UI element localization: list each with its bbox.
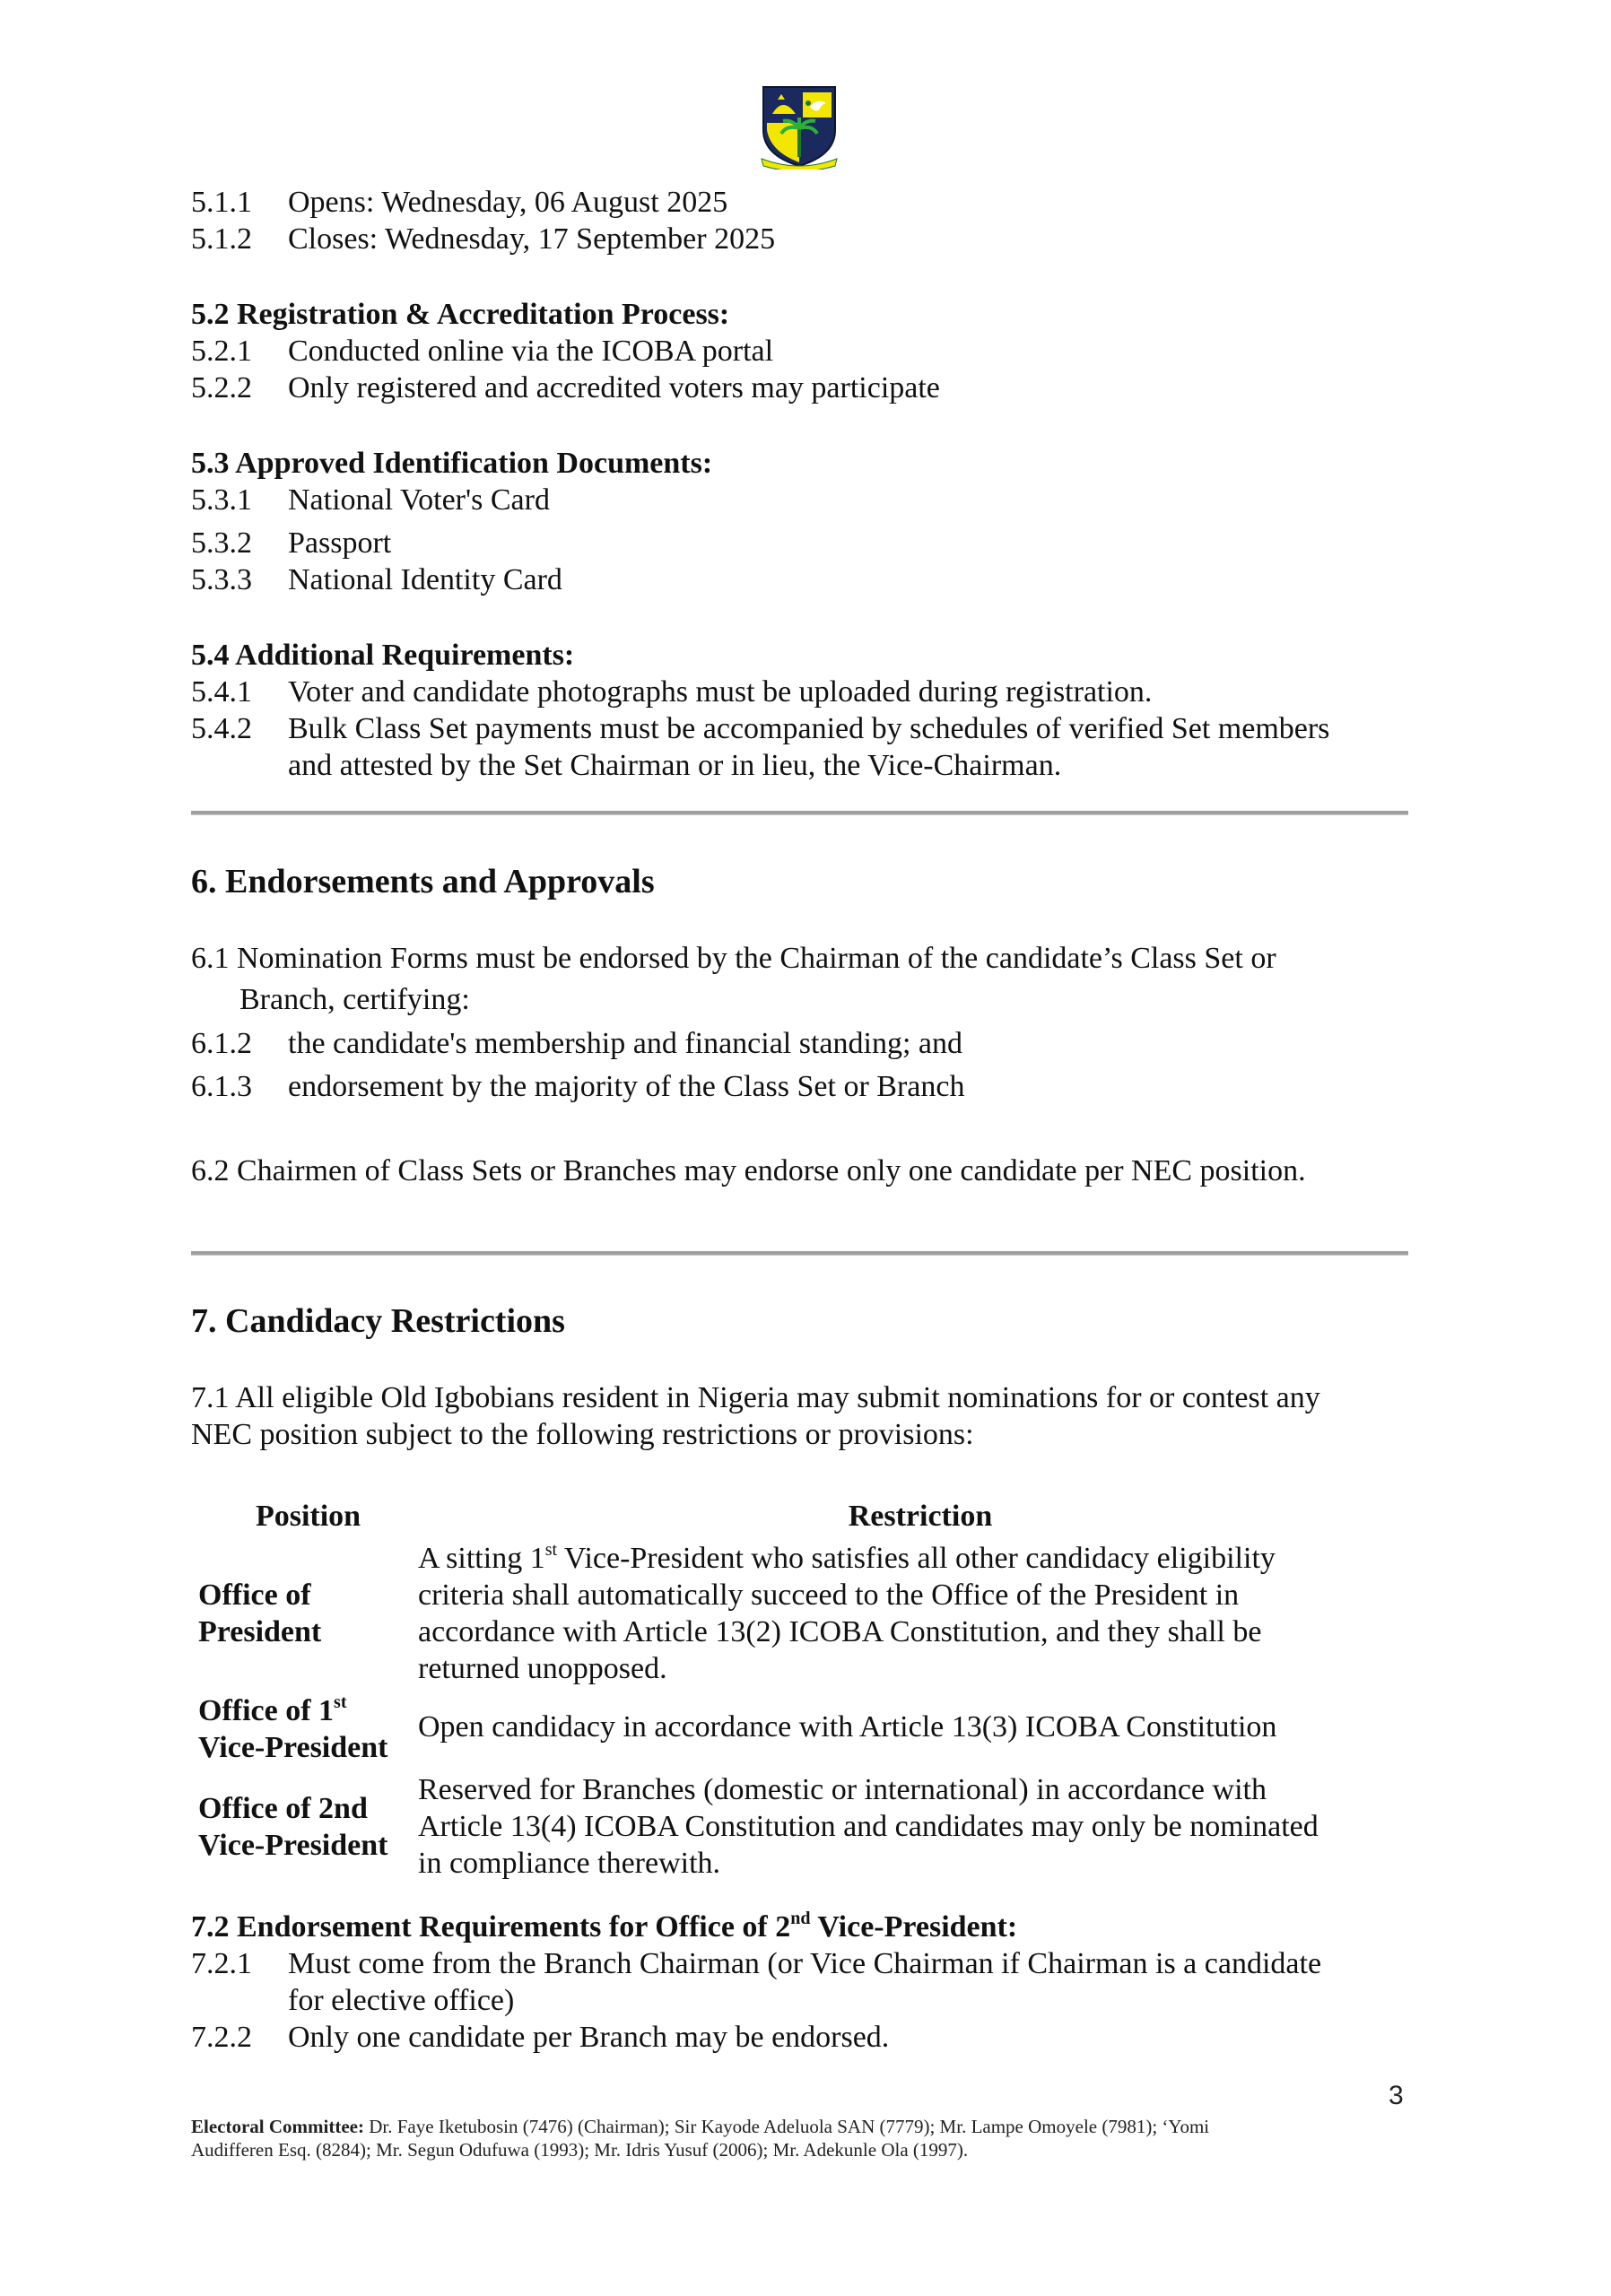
item-number: 5.1.2 xyxy=(191,222,252,256)
paragraph-6-2: 6.2 Chairmen of Class Sets or Branches may endorse only one candidate per NEC position. xyxy=(191,1154,1306,1187)
item-text: Must come from the Branch Chairman (or Vice Chairman if Chairman is a candidate xyxy=(288,1947,1322,1980)
position-line: Vice-President xyxy=(198,1731,388,1764)
restriction-text: returned unopposed. xyxy=(418,1652,667,1685)
paragraph-6-1-continuation: Branch, certifying: xyxy=(239,983,470,1016)
position-cell xyxy=(191,1540,418,1687)
list-item xyxy=(191,184,727,221)
item-text: Only registered and accredited voters may participate xyxy=(288,371,940,404)
divider xyxy=(191,811,1408,815)
list-item xyxy=(191,710,1329,747)
item-number: 7.2.1 xyxy=(191,1947,252,1980)
list-item xyxy=(191,525,391,561)
section-heading-5-4: 5.4 Additional Requirements: xyxy=(191,639,575,672)
item-text: Only one candidate per Branch may be endorsed. xyxy=(288,2021,890,2054)
item-text: Opens: Wednesday, 06 August 2025 xyxy=(288,186,728,219)
list-item-continuation: for elective office) xyxy=(288,1984,515,2017)
item-number: 6.1.2 xyxy=(191,1027,252,1060)
superscript: nd xyxy=(790,1908,811,1928)
list-item xyxy=(191,1068,964,1105)
position-line: Office of xyxy=(198,1578,311,1612)
section-heading-7-2 xyxy=(191,1909,1017,1945)
footer-label: Electoral Committee: xyxy=(191,2116,364,2137)
item-number: 5.1.1 xyxy=(191,186,252,219)
item-text: the candidate's membership and financial standing; and xyxy=(288,1027,963,1060)
section-heading-6: 6. Endorsements and Approvals xyxy=(191,863,655,900)
restriction-cell xyxy=(418,1687,1423,1766)
restriction-cell xyxy=(418,1766,1423,1882)
item-number: 5.3.1 xyxy=(191,483,252,517)
list-item xyxy=(191,1025,962,1062)
list-item xyxy=(191,333,773,370)
restriction-text: in compliance therewith. xyxy=(418,1847,721,1880)
list-item xyxy=(191,1945,1321,1982)
item-number: 5.2.1 xyxy=(191,335,252,368)
divider xyxy=(191,1251,1408,1256)
position-line: Office of 1 xyxy=(198,1694,335,1727)
footer-text: Audifferen Esq. (8284); Mr. Segun Odufuwa (1993); Mr. Idris Yusuf (2006); Mr. Adekunle Ola (1997). xyxy=(191,2139,969,2161)
item-number: 5.2.2 xyxy=(191,371,252,404)
superscript: st xyxy=(334,1692,347,1712)
page-number: 3 xyxy=(1389,2081,1404,2110)
item-text: endorsement by the majority of the Class Set or Branch xyxy=(288,1070,965,1103)
list-item xyxy=(191,221,775,257)
list-item xyxy=(191,482,550,518)
table-row xyxy=(191,1540,1423,1687)
item-text: National Identity Card xyxy=(288,563,562,596)
position-line: Vice-President xyxy=(198,1828,388,1862)
table-row xyxy=(191,1687,1423,1766)
superscript: st xyxy=(544,1539,558,1560)
footer-text: Dr. Faye Iketubosin (7476) (Chairman); Sir Kayode Adeluola SAN (7779); Mr. Lampe Omoyele (7981); ‘Yomi xyxy=(364,2116,1210,2137)
paragraph-7-1: 7.1 All eligible Old Igbobians resident in Nigeria may submit nominations for or contest any xyxy=(191,1381,1320,1414)
item-number: 7.2.2 xyxy=(191,2021,252,2054)
list-item xyxy=(191,561,562,598)
item-text: Closes: Wednesday, 17 September 2025 xyxy=(288,222,776,256)
position-cell xyxy=(191,1766,418,1882)
restriction-text: Article 13(4) ICOBA Constitution and candidates may only be nominated xyxy=(418,1810,1319,1843)
column-header-restriction: Restriction xyxy=(848,1500,993,1533)
item-text: National Voter's Card xyxy=(288,483,550,517)
position-cell xyxy=(191,1687,418,1766)
restriction-text: Open candidacy in accordance with Article 13(3) ICOBA Constitution xyxy=(418,1709,1277,1744)
restriction-text: Vice-President who satisfies all other candidacy eligibility xyxy=(557,1542,1276,1575)
section-heading-5-2: 5.2 Registration & Accreditation Process: xyxy=(191,298,730,331)
list-item xyxy=(191,2019,889,2056)
section-heading-7: 7. Candidacy Restrictions xyxy=(191,1302,565,1340)
restrictions-table xyxy=(191,1498,1423,1882)
restriction-text: criteria shall automatically succeed to the Office of the President in xyxy=(418,1578,1240,1612)
heading-text: Vice-President: xyxy=(810,1910,1018,1944)
item-number: 5.3.3 xyxy=(191,563,252,596)
item-number: 5.4.1 xyxy=(191,675,252,709)
school-crest-icon xyxy=(758,83,840,170)
list-item xyxy=(191,370,940,406)
heading-text: 7.2 Endorsement Requirements for Office of 2 xyxy=(191,1910,791,1944)
item-text: Passport xyxy=(288,526,392,560)
footer xyxy=(191,2115,1420,2161)
position-line: Office of 2nd xyxy=(198,1791,368,1825)
list-item-continuation: and attested by the Set Chairman or in lieu, the Vice-Chairman. xyxy=(288,749,1062,782)
column-header-position: Position xyxy=(255,1500,361,1533)
item-number: 5.4.2 xyxy=(191,712,252,745)
list-item xyxy=(191,674,1152,710)
item-text: Conducted online via the ICOBA portal xyxy=(288,335,774,368)
restriction-text: accordance with Article 13(2) ICOBA Constitution, and they shall be xyxy=(418,1615,1262,1648)
table-header-row xyxy=(191,1498,1423,1540)
item-number: 6.1.3 xyxy=(191,1070,252,1103)
position-line: President xyxy=(198,1615,322,1648)
table-row xyxy=(191,1766,1423,1882)
paragraph-7-1-continuation: NEC position subject to the following restrictions or provisions: xyxy=(191,1418,974,1451)
item-number: 5.3.2 xyxy=(191,526,252,560)
restriction-cell xyxy=(418,1540,1423,1687)
restriction-text: Reserved for Branches (domestic or international) in accordance with xyxy=(418,1773,1267,1806)
paragraph-6-1: 6.1 Nomination Forms must be endorsed by the Chairman of the candidate’s Class Set or xyxy=(191,942,1276,975)
item-text: Voter and candidate photographs must be uploaded during registration. xyxy=(288,675,1153,709)
section-heading-5-3: 5.3 Approved Identification Documents: xyxy=(191,447,713,480)
item-text: Bulk Class Set payments must be accompanied by schedules of verified Set members xyxy=(288,712,1330,745)
restriction-text: A sitting 1 xyxy=(418,1542,545,1575)
